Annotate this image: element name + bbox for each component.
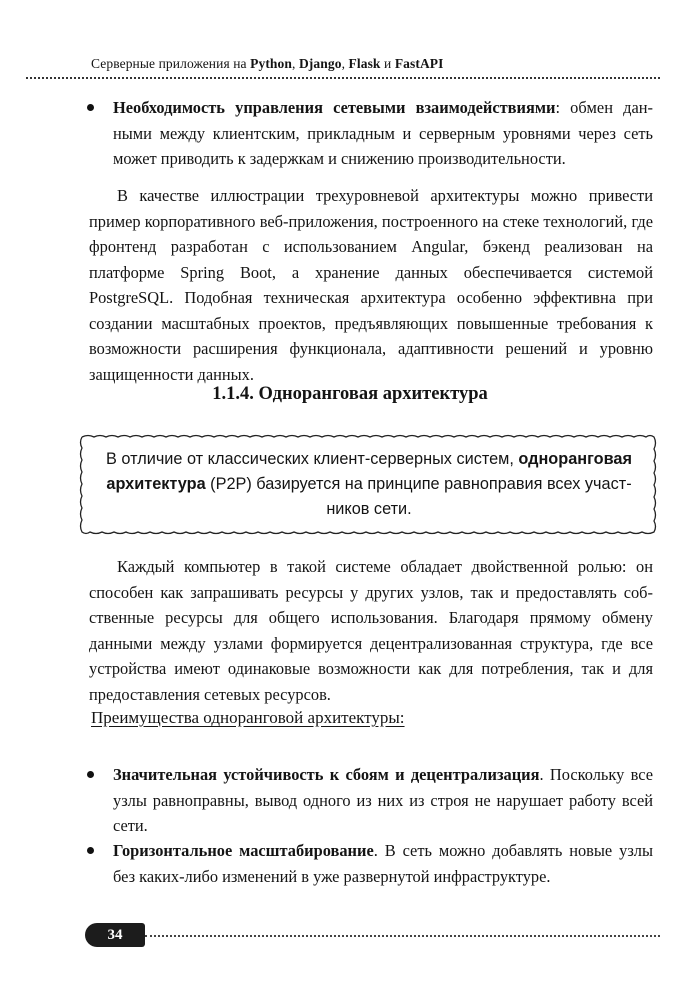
bullet-bold: Горизонтальное масштабирование — [113, 841, 374, 860]
bullet-dot — [87, 771, 94, 778]
callout-text: (P2P) базируется на принципе равноправия всех участников сети. — [205, 475, 632, 518]
header-prefix: Серверные приложения на — [91, 56, 251, 71]
callout-definition — [92, 447, 646, 522]
header-fastapi: FastAPI — [394, 56, 444, 71]
callout-text: В отличие от классических клиент-серверных систем, — [106, 450, 519, 468]
bullet-bold: Значительная устойчивость к сбоям и децентрализация — [113, 765, 540, 784]
header-flask: Flask — [348, 56, 381, 71]
bullet-text: . В сеть можно добавлять новые узлы без каких-либо изменений в уже развернутой инфраструктуре. — [113, 841, 653, 886]
bullet-bold: Необходимость управления сетевыми взаимодействиями — [113, 98, 556, 117]
header-sep: , — [341, 56, 349, 71]
footer-dotted-rule — [145, 935, 660, 937]
header-python: Python — [250, 56, 292, 71]
callout-term: одноранговая архитектура — [106, 450, 632, 493]
bullet-text: : обмен данными между клиентским, прикладным и серверным уровнями через сеть может приводить к задержкам и снижению производительности. — [113, 98, 653, 168]
section-title: 1.1.4. Одноранговая архитектура — [212, 384, 488, 404]
bullet-dot — [87, 847, 94, 854]
paragraph-dual-role: Каждый компьютер в такой системе обладает двойственной ролью: он способен как запрашивать ресурсы у других узлов, так и предоставлять собственные ресурсы для общего использования. Благодаря прямому обмену данными между узлами формируется децентрализованная структура, где все устройства имеют одинаковые возможности как для потребления, так и для предоставления сетевых ресурсов. — [89, 557, 653, 704]
header-sep: , — [292, 56, 299, 71]
paragraph-three-tier-example: В качестве иллюстрации трехуровневой архитектуры можно привести пример корпоративного веб-приложения, построенного на стеке технологий, где фронтенд разработан с использованием Angular, бэкенд реализован на платформе Spring Boot, а хранение данных обеспечивается системой PostgreSQL. Подобная техническая архитектура особенно эффективна при создании масштабных проектов, предъявляющих повышенные требования к возможности расширения функционала, адаптивности решений и уровню защищенности данных. — [89, 186, 653, 384]
header-and: и — [380, 56, 395, 71]
advantages-heading: Преимущества одноранговой архитектуры: — [91, 708, 405, 727]
running-header — [91, 56, 444, 72]
bullet-text: . Поскольку все узлы равноправны, вывод одного из них из строя не нарушает работу всей сети. — [113, 765, 653, 835]
bullet-horizontal-scaling — [87, 838, 653, 889]
bullet-fault-tolerance — [87, 762, 653, 839]
page-number: 34 — [85, 923, 145, 947]
bullet-dot — [87, 104, 94, 111]
bullet-network-interaction — [87, 95, 653, 172]
header-django: Django — [298, 56, 342, 71]
header-dotted-rule — [26, 77, 660, 79]
